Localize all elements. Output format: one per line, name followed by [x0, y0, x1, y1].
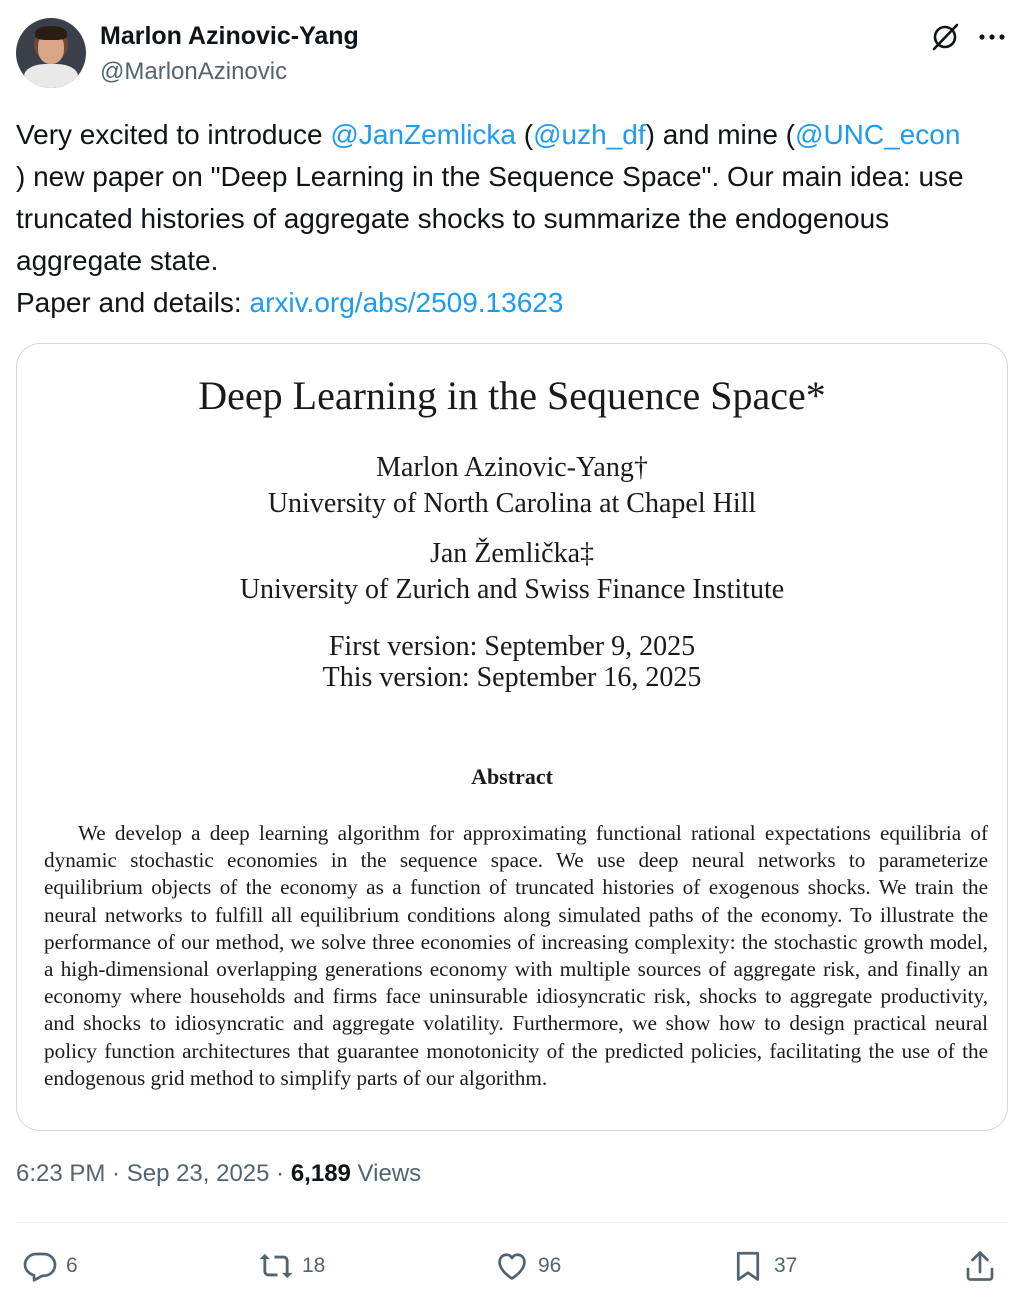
- paper-abstract: We develop a deep learning algorithm for approximating functional rational expectations equilibria of dynamic stochastic economies in the sequence space. We use deep neural networks to parameterize equilibrium objects of the economy as a function of truncated histories of exogenous shocks. We train the neural networks to fulfill all equilibrium conditions along simulated paths of the economy. To illustrate the performance of our method, we solve three economies of increasing complexity: the stochastic growth model, a high-dimensional overlapping generations economy with multiple sources of aggregate risk, and finally an economy where households and firms face uninsurable idiosyncratic risk, shocks to aggregate productivity, and shocks to idiosyncratic and aggregate volatility. Furthermore, we show how to design practical neural policy function architectures that guarantee monotonicity of the predicted policies, facilitating the use of the endogenous grid method to simplify parts of our algorithm.: [44, 821, 988, 1090]
- reply-button[interactable]: [22, 1242, 78, 1290]
- avatar[interactable]: [16, 18, 86, 88]
- tweet-text-part: ) new paper on "Deep Learning in the Sequence Space". Our main idea: use truncated histories of aggregate shocks to summarize the endogenous aggregate state.: [16, 161, 964, 276]
- share-button[interactable]: [962, 1242, 998, 1290]
- heart-icon: [494, 1248, 530, 1284]
- more-icon[interactable]: [976, 24, 1008, 50]
- tweet-text-part: Paper and details:: [16, 287, 250, 318]
- grok-icon[interactable]: [930, 22, 960, 52]
- like-count: 96: [538, 1254, 562, 1277]
- bookmark-count: 37: [774, 1254, 798, 1277]
- tweet-text-part: ) and mine (: [645, 119, 796, 150]
- tweet-meta: [16, 1160, 421, 1188]
- paper-affiliation-2: University of Zurich and Swiss Finance Institute: [239, 574, 785, 605]
- bookmark-icon: [730, 1248, 766, 1284]
- mention-uzh-df[interactable]: @uzh_df: [533, 119, 646, 150]
- divider: [16, 1222, 1008, 1223]
- bookmark-button[interactable]: [730, 1242, 797, 1290]
- views-label: Views: [350, 1160, 422, 1187]
- like-button[interactable]: [494, 1242, 561, 1290]
- paper-image-card[interactable]: [16, 343, 1008, 1131]
- reply-icon: [22, 1248, 58, 1284]
- tweet-text: [16, 114, 1016, 324]
- tweet-text-part: (: [516, 119, 534, 150]
- tweet-header: [16, 16, 1016, 88]
- mention-unc-econ[interactable]: @UNC_econ: [795, 119, 961, 150]
- paper-this-version: This version: September 16, 2025: [322, 662, 702, 693]
- arxiv-link[interactable]: arxiv.org/abs/2509.13623: [249, 287, 564, 318]
- reply-count: 6: [66, 1254, 78, 1277]
- paper-abstract-heading: Abstract: [471, 764, 553, 789]
- tweet-text-part: Very excited to introduce: [16, 119, 331, 150]
- mention-janzemlicka[interactable]: @JanZemlicka: [330, 119, 516, 150]
- paper-affiliation-1: University of North Carolina at Chapel Hill: [267, 488, 757, 519]
- share-icon: [962, 1248, 998, 1284]
- views-count: 6,189: [290, 1160, 351, 1187]
- paper-author-2: Jan Žemlička‡: [429, 538, 595, 569]
- repost-count: 18: [302, 1254, 326, 1277]
- paper-title: Deep Learning in the Sequence Space*: [198, 373, 826, 418]
- author-name[interactable]: Marlon Azinovic-Yang: [100, 22, 359, 50]
- tweet-timestamp[interactable]: 6:23 PM · Sep 23, 2025 ·: [16, 1160, 291, 1187]
- author-handle[interactable]: @MarlonAzinovic: [100, 58, 288, 85]
- repost-button[interactable]: [258, 1242, 325, 1290]
- repost-icon: [258, 1248, 294, 1284]
- paper-first-version: First version: September 9, 2025: [328, 631, 696, 662]
- paper-author-1: Marlon Azinovic-Yang†: [376, 452, 648, 483]
- action-bar: [0, 1242, 1032, 1290]
